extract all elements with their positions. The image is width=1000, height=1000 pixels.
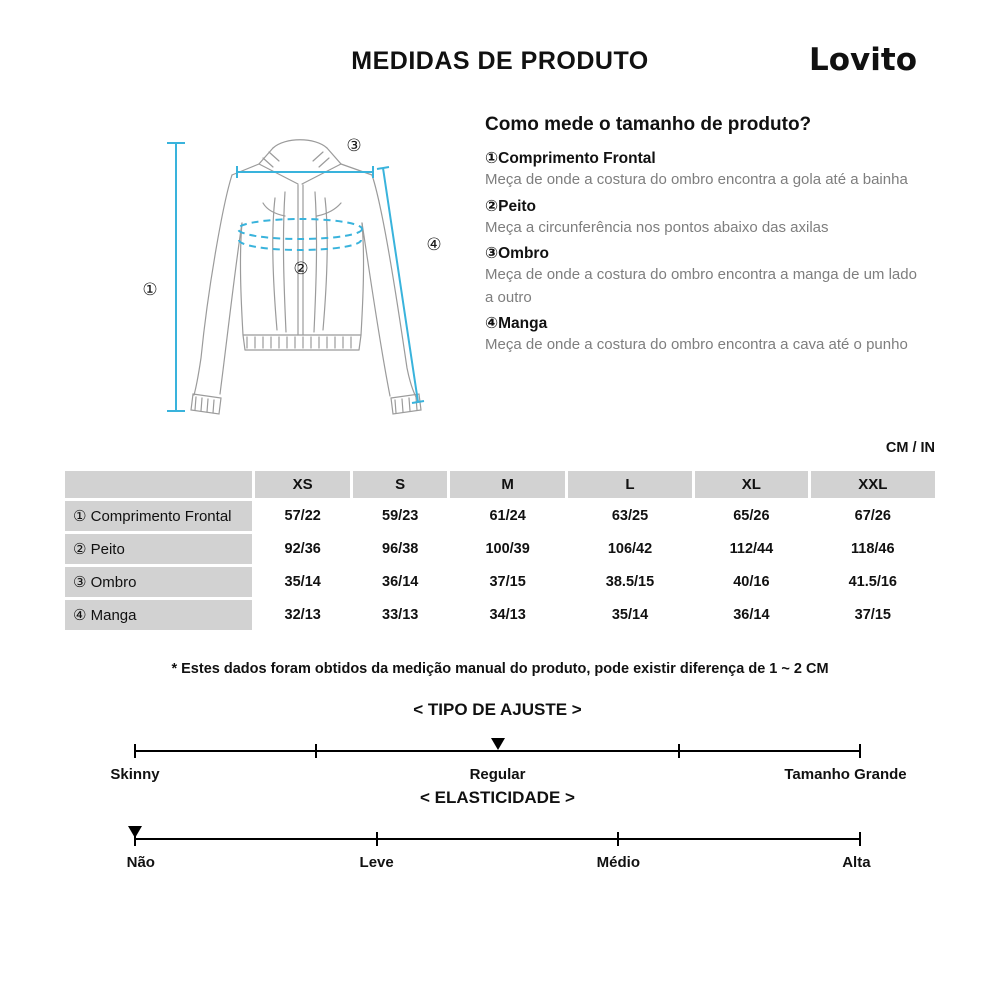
measure-description: Meça a circunferência nos pontos abaixo das axilas [485, 218, 829, 236]
size-value: 37/15 [450, 567, 564, 597]
size-value: 35/14 [255, 567, 350, 597]
marker-chest: ② [293, 259, 309, 279]
size-value: 100/39 [450, 534, 564, 564]
measure-label: ①Comprimento Frontal [485, 150, 656, 167]
table-row-front-length [65, 501, 935, 531]
row-label: ① Comprimento Frontal [65, 501, 252, 531]
fit-label-oversize: Tamanho Grande [784, 766, 907, 783]
size-value: 36/14 [695, 600, 807, 630]
scale-tick [617, 832, 619, 846]
chest-line [238, 219, 362, 250]
guide-item-front-length [485, 149, 925, 192]
table-row-sleeve [65, 600, 935, 630]
elasticity-label-light: Leve [359, 854, 394, 871]
scale-tick [134, 744, 136, 758]
size-value: 63/25 [568, 501, 692, 531]
scale-tick [376, 832, 378, 846]
size-table [62, 468, 938, 633]
size-table-container [62, 468, 938, 633]
fit-type-scale [110, 700, 907, 784]
row-label: ④ Manga [65, 600, 252, 630]
size-value: 41.5/16 [811, 567, 935, 597]
size-value: 106/42 [568, 534, 692, 564]
fit-scale-track [110, 732, 907, 784]
size-column-header: M [450, 471, 564, 498]
table-row-shoulder [65, 567, 935, 597]
size-value: 37/15 [811, 600, 935, 630]
table-row-chest [65, 534, 935, 564]
size-column-header: XS [255, 471, 350, 498]
page-title: MEDIDAS DE PRODUTO [351, 47, 649, 75]
size-value: 118/46 [811, 534, 935, 564]
row-label: ② Peito [65, 534, 252, 564]
size-value: 67/26 [811, 501, 935, 531]
size-column-header: XXL [811, 471, 935, 498]
measurement-disclaimer: * Estes dados foram obtidos da medição manual do produto, pode existir diferença de 1 ~ 2 CM [171, 661, 829, 677]
scale-tick [315, 744, 317, 758]
size-value: 38.5/15 [568, 567, 692, 597]
size-value: 59/23 [353, 501, 448, 531]
guide-item-chest [485, 197, 925, 240]
size-value: 92/36 [255, 534, 350, 564]
size-value: 61/24 [450, 501, 564, 531]
row-label: ③ Ombro [65, 567, 252, 597]
elasticity-label-medium: Médio [596, 854, 641, 871]
elasticity-label-high: Alta [842, 854, 871, 871]
front-length-line [167, 143, 185, 411]
size-value: 57/22 [255, 501, 350, 531]
size-value: 112/44 [695, 534, 807, 564]
marker-sleeve: ④ [426, 235, 442, 255]
measure-description: Meça de onde a costura do ombro encontra a manga de um lado a outro [485, 266, 917, 306]
measure-label: ③Ombro [485, 245, 549, 262]
size-value: 33/13 [353, 600, 448, 630]
size-value: 36/14 [353, 567, 448, 597]
size-value: 96/38 [353, 534, 448, 564]
guide-item-shoulder [485, 244, 925, 309]
measure-label: ④Manga [485, 315, 548, 332]
measure-label: ②Peito [485, 197, 537, 215]
table-header-row [65, 471, 935, 498]
unit-label: CM / IN [885, 440, 935, 456]
size-value: 35/14 [568, 600, 692, 630]
elasticity-label-none: Não [126, 854, 155, 871]
fit-label-skinny: Skinny [110, 766, 160, 783]
size-value: 34/13 [450, 600, 564, 630]
scale-tick [859, 744, 861, 758]
measure-description: Meça de onde a costura do ombro encontra a cava até o punho [485, 336, 908, 353]
size-column-header: XL [695, 471, 807, 498]
scale-tick [859, 832, 861, 846]
elasticity-scale-track [126, 820, 871, 872]
fit-label-regular: Regular [469, 766, 526, 783]
fit-marker-icon [491, 738, 505, 750]
scale-tick [678, 744, 680, 758]
size-value: 65/26 [695, 501, 807, 531]
size-column-header: L [568, 471, 692, 498]
guide-heading: Como mede o tamanho de produto? [485, 114, 812, 135]
marker-front-length: ① [142, 280, 158, 300]
garment-diagram [135, 128, 455, 423]
diagram-markers [142, 136, 441, 300]
size-column-header: S [353, 471, 448, 498]
fit-scale-title: < TIPO DE AJUSTE > [413, 700, 582, 719]
size-value: 40/16 [695, 567, 807, 597]
elasticity-scale [126, 788, 871, 872]
guide-item-sleeve [485, 314, 925, 357]
brand-logo: Lovito [808, 42, 917, 78]
marker-shoulder: ③ [346, 136, 362, 156]
scale-line [135, 838, 860, 840]
scale-line [135, 750, 860, 752]
measure-guide [485, 114, 925, 361]
size-value: 32/13 [255, 600, 350, 630]
table-corner-cell [65, 471, 252, 498]
sleeve-line [377, 167, 424, 403]
elasticity-scale-title: < ELASTICIDADE > [420, 788, 575, 807]
measure-description: Meça de onde a costura do ombro encontra a gola até a bainha [485, 171, 908, 188]
elasticity-marker-icon [128, 826, 142, 838]
